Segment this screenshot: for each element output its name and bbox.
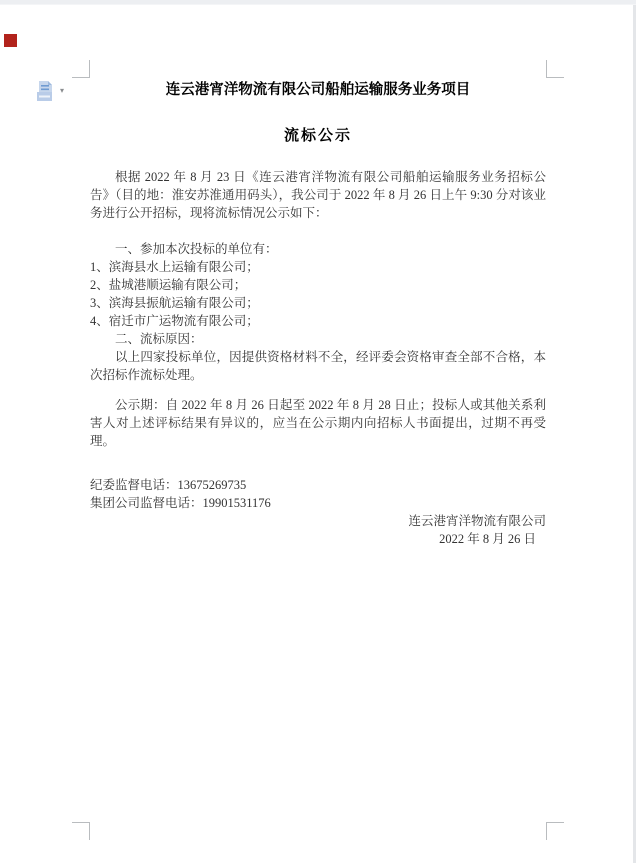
paste-dropdown-caret[interactable]: ▾: [60, 86, 65, 95]
window-top-strip: [0, 0, 636, 5]
document-title: 连云港宵洋物流有限公司船舶运输服务业务项目: [165, 82, 471, 98]
reason-paragraph: 以上四家投标单位，因提供资格材料不全，经评委会资格审查全部不合格，本次招标作流标处理。: [90, 350, 546, 382]
notice-period-paragraph: 公示期：自 2022 年 8 月 26 日起至 2022 年 8 月 28 日止；投标人或其他关系利害人对上述评标结果有异议的，应当在公示期内向招标人书面提出，过期不再受理。: [90, 398, 546, 448]
section2-heading: 二、流标原因：: [115, 332, 203, 346]
signature-company: 连云港宵洋物流有限公司: [408, 514, 546, 528]
bidder-item: 2、盐城港顺运输有限公司；: [90, 278, 247, 292]
document-subtitle: 流标公示: [283, 127, 352, 144]
intro-paragraph: 根据 2022 年 8 月 23 日《连云港宵洋物流有限公司船舶运输服务业务招标公告》（目的地：淮安苏淮通用码头），我公司于 2022 年 8 月 26 日上午 9:30 分对该业务进行公开招标，现将流标情况公示如下：: [90, 170, 546, 220]
document-content: [90, 80, 546, 548]
text-boundary-mark-top-right: [546, 60, 564, 78]
text-boundary-mark-bottom-left: [72, 822, 90, 840]
group-phone-line: 集团公司监督电话：19901531176: [90, 496, 271, 510]
signature-date: 2022 年 8 月 26 日: [439, 532, 536, 546]
section1-heading: 一、参加本次投标的单位有：: [115, 242, 278, 256]
bidder-item: 1、滨海县水上运输有限公司；: [90, 260, 259, 274]
bidder-item: 3、滨海县振航运输有限公司；: [90, 296, 259, 310]
paste-clipboard-icon: [36, 80, 56, 102]
bidder-item: 4、宿迁市广运物流有限公司；: [90, 314, 259, 328]
discipline-phone-line: 纪委监督电话：13675269735: [90, 478, 247, 492]
record-indicator-square: [4, 34, 17, 47]
text-boundary-mark-top-left: [72, 60, 90, 78]
text-boundary-mark-bottom-right: [546, 822, 564, 840]
paste-options-button[interactable]: [36, 80, 70, 102]
